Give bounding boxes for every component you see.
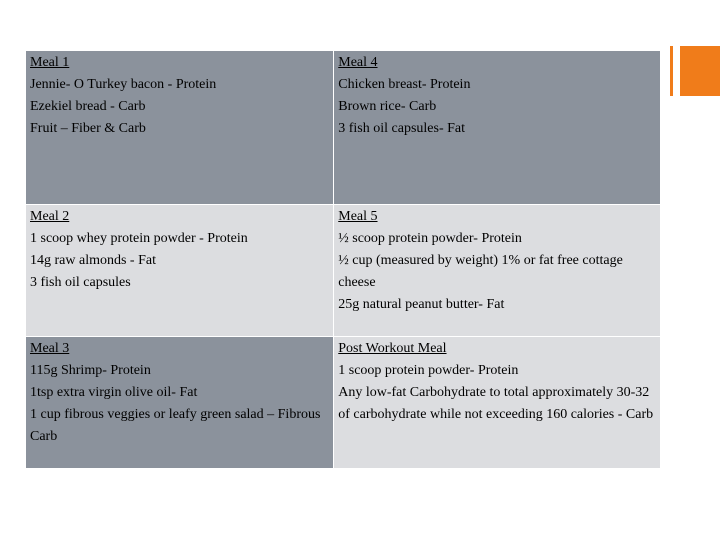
meal-3-item: 115g Shrimp- Protein [30, 363, 151, 378]
post-workout-title: Post Workout Meal [338, 341, 447, 356]
post-workout-cell [334, 337, 661, 469]
meal-3-item: 1tsp extra virgin olive oil- Fat [30, 385, 198, 400]
meal-3-cell [26, 337, 334, 469]
meal-4-cell [334, 51, 661, 205]
meal-1-item: Ezekiel bread - Carb [30, 99, 146, 114]
meal-2-item: 1 scoop whey protein powder - Protein [30, 231, 248, 246]
post-workout-item: 1 scoop protein powder- Protein [338, 363, 519, 378]
meal-1-cell [26, 51, 334, 205]
meal-5-item: ½ cup (measured by weight) 1% or fat free cottage cheese [338, 253, 623, 290]
meal-2-title: Meal 2 [30, 209, 70, 224]
accent-bar [670, 46, 673, 96]
meal-5-item: ½ scoop protein powder- Protein [338, 231, 522, 246]
meal-1-title: Meal 1 [30, 55, 70, 70]
meal-2-item: 3 fish oil capsules [30, 275, 131, 290]
accent-block [680, 46, 720, 96]
meal-4-item: Chicken breast- Protein [338, 77, 471, 92]
meal-1-item: Jennie- O Turkey bacon - Protein [30, 77, 217, 92]
meal-plan-table [25, 50, 661, 469]
table-row [26, 205, 661, 337]
meal-4-title: Meal 4 [338, 55, 378, 70]
meal-2-item: 14g raw almonds - Fat [30, 253, 156, 268]
meal-5-title: Meal 5 [338, 209, 378, 224]
table-row [26, 51, 661, 205]
meal-5-item: 25g natural peanut butter- Fat [338, 297, 505, 312]
post-workout-item: Any low-fat Carbohydrate to total approximately 30-32 of carbohydrate while not exceeding 160 calories - Carb [338, 385, 654, 422]
meal-4-item: 3 fish oil capsules- Fat [338, 121, 466, 136]
meal-1-item: Fruit – Fiber & Carb [30, 121, 146, 136]
meal-5-cell [334, 205, 661, 337]
meal-3-title: Meal 3 [30, 341, 70, 356]
meal-3-item: 1 cup fibrous veggies or leafy green salad – Fibrous Carb [30, 407, 321, 444]
meal-4-item: Brown rice- Carb [338, 99, 437, 114]
table-row [26, 337, 661, 469]
meal-2-cell [26, 205, 334, 337]
